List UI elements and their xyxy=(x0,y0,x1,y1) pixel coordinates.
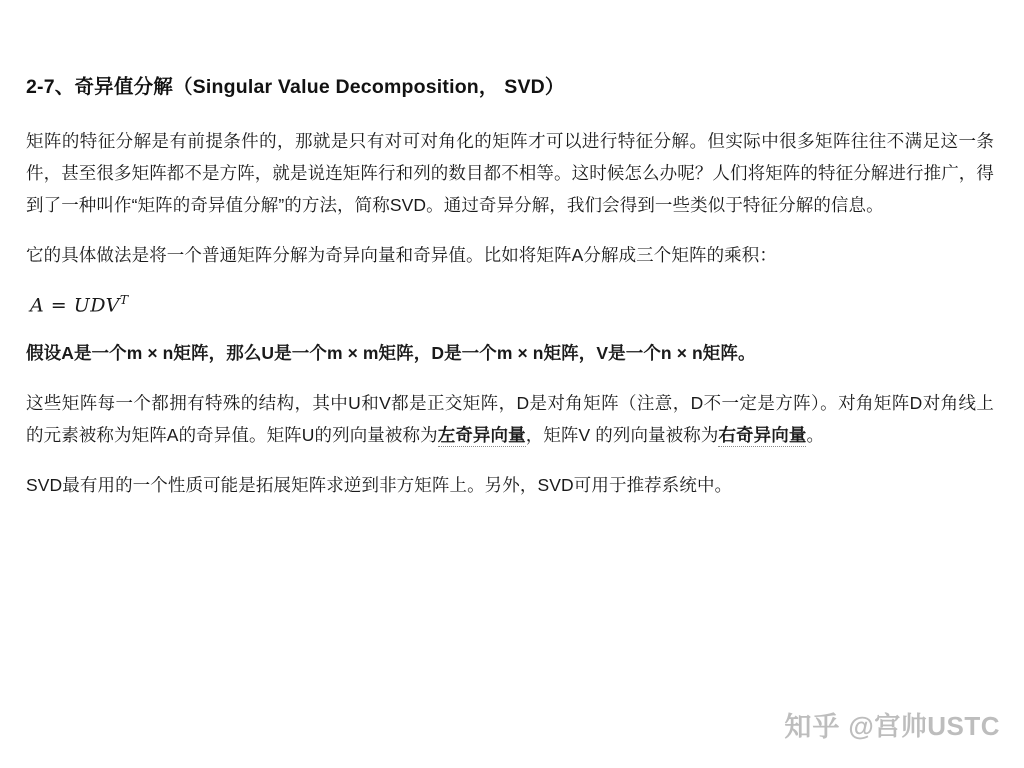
watermark xyxy=(784,705,1000,744)
structure-lead: 这些矩阵每一个都拥有特殊的结构，其中U和V都是正交矩阵，D是对角矩阵（注意，D不一定是方阵）。对角矩阵D对角线上的元素被称为矩阵A的奇异值。矩阵U的列向量被称为 xyxy=(26,392,994,445)
paragraph-closing: SVD最有用的一个性质可能是拓展矩阵求逆到非方矩阵上。另外，SVD可用于推荐系统中。 xyxy=(26,474,733,495)
term-right-singular-vector: 右奇异向量 xyxy=(718,424,807,445)
formula-base: A = UDV xyxy=(30,294,120,317)
formula-superscript: T xyxy=(119,293,129,308)
formula-svd xyxy=(30,293,998,316)
watermark-username: @宫帅USTC xyxy=(848,711,1000,741)
page-title: 2-7、奇异值分解（Singular Value Decomposition， SVD） xyxy=(26,76,565,98)
paragraph-structure xyxy=(26,387,994,451)
paragraph-intro: 矩阵的特征分解是有前提条件的，那就是只有对可对角化的矩阵才可以进行特征分解。但实际中很多矩阵往往不满足这一条件，甚至很多矩阵都不是方阵，就是说连矩阵行和列的数目都不相等。这时候怎么办呢？人们将矩阵的特征分解进行推广，得到了一种叫作“矩阵的奇异值分解”的方法，简称SVD。通过奇异分解，我们会得到一些类似于特征分解的信息。 xyxy=(26,131,994,216)
structure-middle: ，矩阵V 的列向量被称为 xyxy=(525,424,719,445)
paragraph-method: 它的具体做法是将一个普通矩阵分解为奇异向量和奇异值。比如将矩阵A分解成三个矩阵的乘积： xyxy=(26,245,777,266)
term-left-singular-vector: 左奇异向量 xyxy=(437,424,526,445)
zhihu-logo: 知乎 xyxy=(784,712,841,742)
paragraph-dimensions: 假设A是一个m × n矩阵，那么U是一个m × m矩阵，D是一个m × n矩阵，V是一个n × n矩阵。 xyxy=(26,342,756,363)
structure-tail: 。 xyxy=(806,424,825,445)
